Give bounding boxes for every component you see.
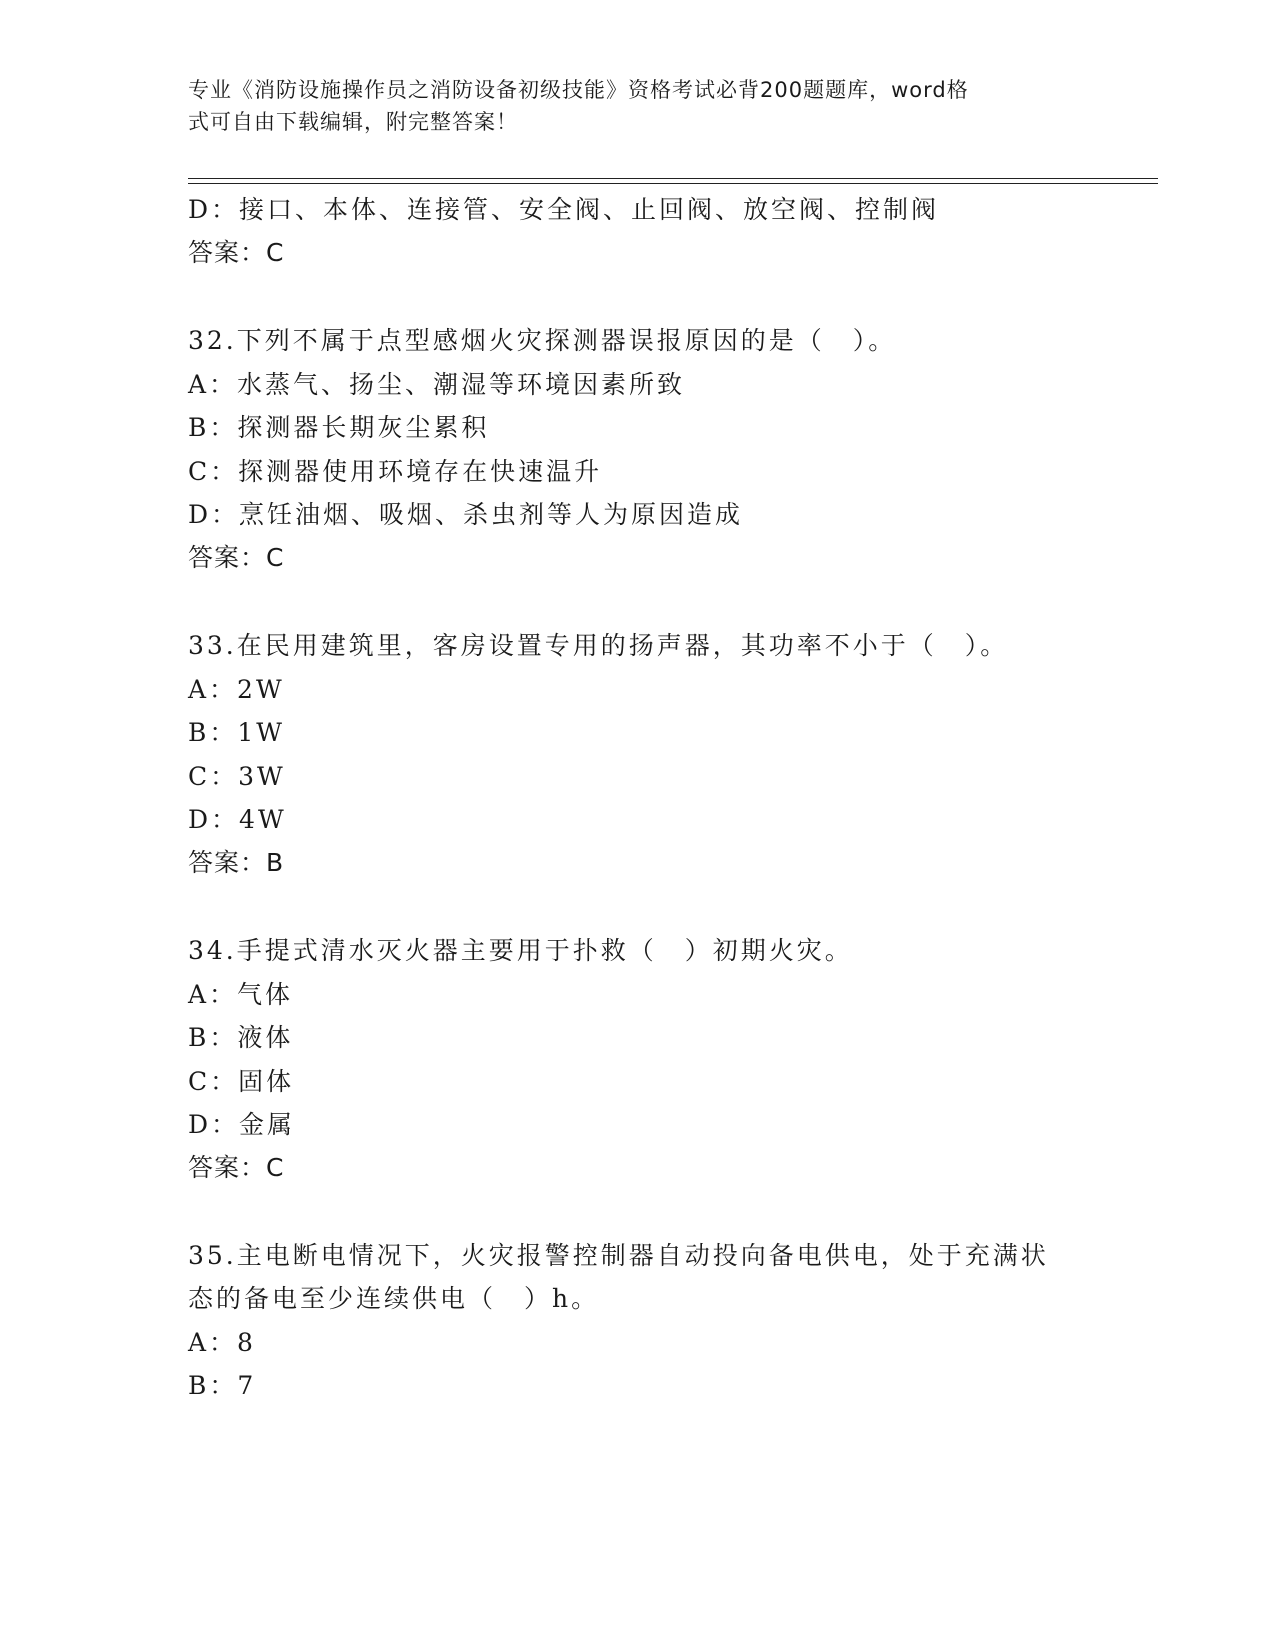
q34-question: 34.手提式清水灭火器主要用于扑救（ ）初期火灾。 — [188, 936, 853, 965]
q35-option-b: B：7 — [188, 1371, 257, 1400]
q33-option-d: D：4W — [188, 805, 287, 834]
document-header — [188, 74, 1068, 138]
q33-option-b: B：1W — [188, 718, 285, 747]
prev-option-d: D：接口、本体、连接管、安全阀、止回阀、放空阀、控制阀 — [188, 195, 940, 224]
q32-answer: 答案：C — [188, 543, 285, 572]
q32-option-c: C：探测器使用环境存在快速温升 — [188, 457, 603, 486]
q33-option-a: A：2W — [188, 675, 285, 704]
q34-option-d: D：金属 — [188, 1110, 296, 1139]
q32-option-b: B：探测器长期灰尘累积 — [188, 413, 490, 442]
q34-option-c: C：固体 — [188, 1067, 295, 1096]
q32-option-a: A：水蒸气、扬尘、潮湿等环境因素所致 — [188, 370, 686, 399]
header-divider-bottom — [188, 183, 1158, 184]
q35-option-a: A：8 — [188, 1328, 256, 1357]
prev-answer: 答案：C — [188, 238, 285, 267]
q34-option-a: A：气体 — [188, 980, 294, 1009]
q33-option-c: C：3W — [188, 762, 286, 791]
q32-question: 32.下列不属于点型感烟火灾探测器误报原因的是（ ）。 — [188, 326, 897, 355]
q32-option-d: D：烹饪油烟、吸烟、杀虫剂等人为原因造成 — [188, 500, 744, 529]
q33-answer: 答案：B — [188, 848, 285, 877]
q34-option-b: B：液体 — [188, 1023, 294, 1052]
header-divider-top — [188, 178, 1158, 179]
q34-answer: 答案：C — [188, 1153, 285, 1182]
header-line-1: 专业《消防设施操作员之消防设备初级技能》资格考试必背200题题库，word格 — [188, 78, 969, 102]
header-line-2: 式可自由下载编辑，附完整答案！ — [188, 110, 518, 134]
q35-question-line-1: 35.主电断电情况下，火灾报警控制器自动投向备电供电，处于充满状 — [188, 1241, 1049, 1270]
q33-question: 33.在民用建筑里，客房设置专用的扬声器，其功率不小于（ ）。 — [188, 631, 1009, 660]
q35-question-line-2: 态的备电至少连续供电（ ）h。 — [188, 1284, 600, 1313]
